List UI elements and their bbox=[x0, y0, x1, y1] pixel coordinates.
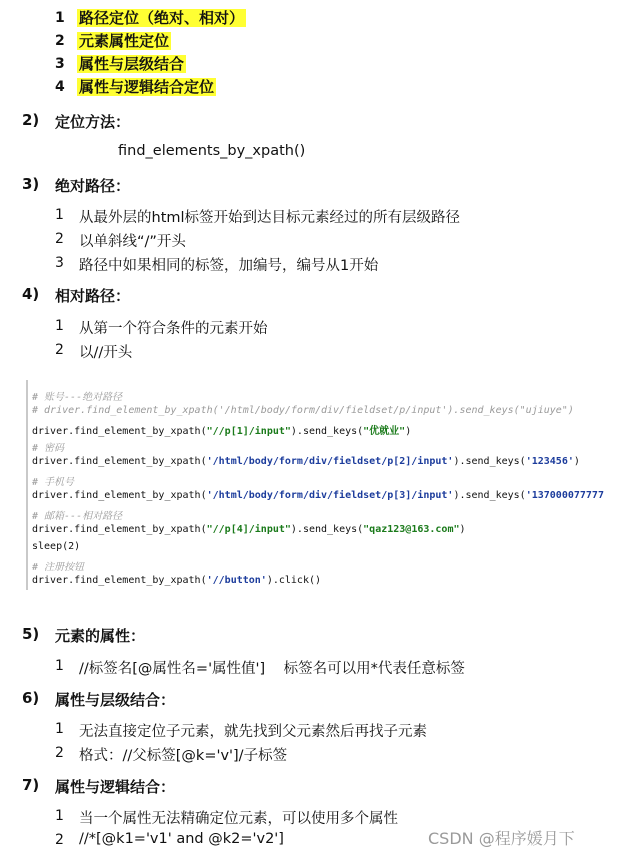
section-title: 相对路径： bbox=[55, 287, 131, 305]
section-number: 3) bbox=[22, 175, 40, 193]
list-item: 从最外层的html标签开始到达目标元素经过的所有层级路径 bbox=[79, 210, 461, 226]
code-line: driver.find_element_by_xpath('/html/body/form/div/fieldset/p[3]/input').send_keys('137000077777 bbox=[32, 490, 604, 501]
list-item: 路径中如果相同的标签，加编号，编号从1开始 bbox=[79, 258, 379, 274]
section-title: 属性与层级结合： bbox=[55, 691, 176, 709]
code-comment: # 注册按钮 bbox=[32, 562, 85, 573]
code-line: driver.find_element_by_xpath('/html/body/form/div/fieldset/p[2]/input').send_keys('123456') bbox=[32, 456, 580, 467]
list-number: 4 bbox=[55, 79, 65, 95]
list-number: 2 bbox=[55, 33, 65, 49]
section-number: 2) bbox=[22, 111, 40, 129]
section-number: 4) bbox=[22, 285, 40, 303]
code-comment: # 密码 bbox=[32, 443, 65, 454]
highlighted-item: 元素属性定位 bbox=[79, 32, 170, 50]
section-title: 元素的属性： bbox=[55, 627, 146, 645]
list-item: 从第一个符合条件的元素开始 bbox=[79, 321, 268, 337]
highlighted-item: 属性与逻辑结合定位 bbox=[79, 78, 215, 96]
list-number: 1 bbox=[55, 207, 64, 223]
highlighted-item: 属性与层级结合 bbox=[79, 55, 185, 73]
section-number: 5) bbox=[22, 625, 40, 643]
list-item: 无法直接定位子元素，就先找到父元素然后再找子元素 bbox=[79, 724, 427, 740]
list-number: 3 bbox=[55, 56, 65, 72]
list-number: 1 bbox=[55, 10, 65, 26]
code-line: driver.find_element_by_xpath('//button').click() bbox=[32, 575, 322, 586]
code-line: driver.find_element_by_xpath("//p[1]/input").send_keys("优就业") bbox=[32, 426, 412, 437]
code-line: driver.find_element_by_xpath("//p[4]/input").send_keys("qaz123@163.com") bbox=[32, 524, 466, 535]
code-comment: # driver.find_element_by_xpath('/html/body/form/div/fieldset/p/input').send_keys("ujiuye") bbox=[32, 405, 574, 416]
list-item: //标签名[@属性名='属性值'] 标签名可以用*代表任意标签 bbox=[79, 661, 465, 677]
section-title: 绝对路径： bbox=[55, 177, 131, 195]
list-number: 1 bbox=[55, 318, 64, 334]
watermark: CSDN @程序媛月下 bbox=[428, 829, 575, 848]
list-number: 2 bbox=[55, 745, 64, 761]
code-comment: # 邮箱---相对路径 bbox=[32, 511, 123, 522]
code-comment: # 手机号 bbox=[32, 477, 75, 488]
section-title: 属性与逻辑结合： bbox=[55, 778, 176, 796]
list-number: 2 bbox=[55, 832, 64, 848]
list-item: 格式：//父标签[@k='v']/子标签 bbox=[79, 748, 288, 764]
list-number: 1 bbox=[55, 808, 64, 824]
list-item: 以//开头 bbox=[79, 345, 133, 361]
list-number: 1 bbox=[55, 658, 64, 674]
method-name: find_elements_by_xpath() bbox=[118, 143, 306, 159]
code-line: sleep(2) bbox=[32, 541, 81, 552]
code-comment: # 账号---绝对路径 bbox=[32, 392, 123, 403]
list-item: 当一个属性无法精确定位元素，可以使用多个属性 bbox=[79, 811, 398, 827]
list-item: 以单斜线“/”开头 bbox=[79, 234, 186, 250]
section-title: 定位方法： bbox=[55, 113, 131, 131]
code-block bbox=[26, 380, 618, 590]
highlighted-item: 路径定位（绝对、相对） bbox=[79, 9, 245, 27]
list-item: //*[@k1='v1' and @k2='v2'] bbox=[79, 831, 284, 847]
list-number: 1 bbox=[55, 721, 64, 737]
list-number: 2 bbox=[55, 231, 64, 247]
section-number: 6) bbox=[22, 689, 40, 707]
list-number: 3 bbox=[55, 255, 64, 271]
list-number: 2 bbox=[55, 342, 64, 358]
section-number: 7) bbox=[22, 776, 40, 794]
